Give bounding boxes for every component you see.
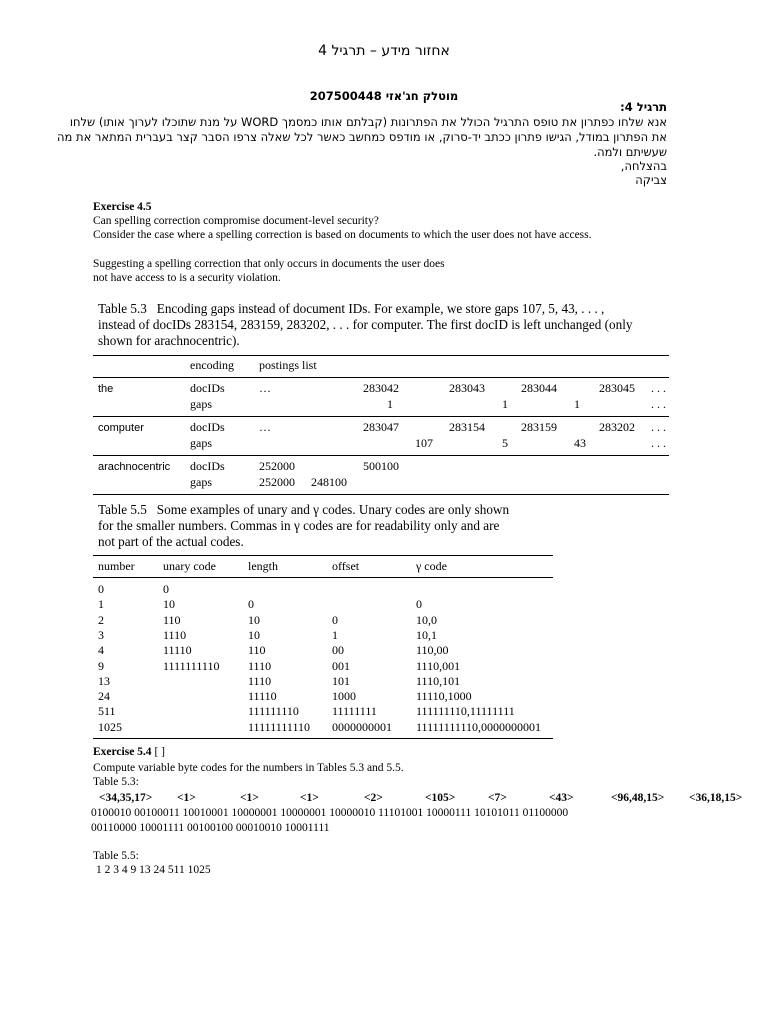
exercise-label: תרגיל 4: xyxy=(620,100,667,114)
table-5-5-caption-line-1 xyxy=(98,502,509,518)
table-5-5-cell: 1110 xyxy=(248,673,272,688)
table-5-5-label: Table 5.5 xyxy=(98,502,147,517)
table-5-5-cell: 13 xyxy=(98,673,110,688)
table-5-5-cell: 0 xyxy=(332,612,338,627)
table-5-5-cell: 111111110 xyxy=(248,704,299,719)
table-5-3-gaps-label: gaps xyxy=(190,436,212,450)
table-5-5-top-rule xyxy=(93,555,553,556)
table-5-5-cell: 1 xyxy=(332,627,338,642)
exercise-4-5-question-2: Consider the case where a spelling correction is based on documents to which the user does not have access. xyxy=(93,229,592,241)
instructions-line-3: שעשיתם ולמה. xyxy=(593,145,667,159)
table-5-5-cell: 111111110,11111111 xyxy=(416,704,515,719)
table-5-5-cell: 1110,101 xyxy=(416,673,461,688)
table-5-5-cell: 001 xyxy=(332,658,350,673)
table-5-3-cell: 1 xyxy=(502,397,508,411)
table-5-3-cell: 5 xyxy=(502,436,508,450)
table-5-3-docids-label: docIDs xyxy=(190,381,225,395)
vb-group: <1> xyxy=(300,792,319,804)
table-5-3-cell: 283044 xyxy=(521,381,557,395)
table-5-3-row-rule xyxy=(93,416,669,417)
table-5-3-cell: 283202 xyxy=(599,420,635,434)
table-5-5-cell: 10 xyxy=(248,627,260,642)
table-5-3-header-encoding: encoding xyxy=(190,358,234,372)
table-5-3-ellipsis: … xyxy=(259,381,271,395)
table-5-3-cell: 283043 xyxy=(449,381,485,395)
table-5-3-cell: 283045 xyxy=(599,381,635,395)
instructions-line-1: אנא שלחו כפתרון את טופס התרגיל הכולל את הפתרונות (קבלתם אותו כמסמך WORD על מנת שתוכלו לערוך אותו) שלחו xyxy=(69,115,667,129)
exercise-4-5-title: Exercise 4.5 xyxy=(93,201,152,213)
vb-group: <96,48,15> xyxy=(611,792,665,804)
table-5-3-caption-line-2: instead of docIDs 283154, 283159, 283202, . . . for computer. The first docID is left unchanged (only xyxy=(98,317,633,332)
table-5-3-cell: . . . xyxy=(651,381,666,395)
table-5-3-cell: 248100 xyxy=(311,475,347,489)
table-5-3-caption-line-1 xyxy=(98,301,678,317)
table-5-3-answer-label: Table 5.3: xyxy=(93,776,139,788)
table-5-5-cell: 1000 xyxy=(332,689,356,704)
vb-group: <7> xyxy=(488,792,507,804)
table-5-3-cell: . . . xyxy=(651,420,666,434)
table-5-5-cell: 9 xyxy=(98,658,104,673)
table-5-5-cell: 11111111110 xyxy=(248,719,310,734)
table-5-5-cell: 11111111110,0000000001 xyxy=(416,719,541,734)
exercise-5-4-question: Compute variable byte codes for the numbers in Tables 5.3 and 5.5. xyxy=(93,762,404,774)
table-5-3-cell: 283047 xyxy=(363,420,399,434)
table-5-5-header-cell: unary code xyxy=(163,559,216,573)
table-5-3-cell: . . . xyxy=(651,397,666,411)
table-5-5-header-cell: γ code xyxy=(416,559,447,573)
table-5-3-cell: 252000 xyxy=(259,459,295,473)
table-5-3-cell: 252000 xyxy=(259,475,295,489)
table-5-3-header-postings: postings list xyxy=(259,358,317,372)
table-5-3-gaps-label: gaps xyxy=(190,475,212,489)
table-5-5-cell: 1111111110 xyxy=(163,658,220,673)
table-5-3-cell: 500100 xyxy=(363,459,399,473)
table-5-5-cell: 4 xyxy=(98,643,104,658)
vb-group: <105> xyxy=(425,792,456,804)
table-5-3-docids-label: docIDs xyxy=(190,459,225,473)
table-5-5-cell: 0000000001 xyxy=(332,719,392,734)
table-5-3-cell: 1 xyxy=(387,397,393,411)
table-5-5-caption-line-2: for the smaller numbers. Commas in γ codes are for readability only and are xyxy=(98,518,500,533)
table-5-3-cell: . . . xyxy=(651,436,666,450)
vb-group: <36,18,15> xyxy=(689,792,743,804)
table-5-3-row-rule xyxy=(93,455,669,456)
table-5-5-cell: 0 xyxy=(416,597,422,612)
table-5-5-cell: 0 xyxy=(248,597,254,612)
table-5-5-answer-label: Table 5.5: xyxy=(93,850,139,862)
vb-bytes-line-1: 0100010 00100011 10010001 10000001 10000001 10000010 11101001 10000111 10101011 01100000 xyxy=(91,807,569,819)
vb-group: <34,35,17> xyxy=(99,792,153,804)
table-5-5-cell: 1110,001 xyxy=(416,658,461,673)
student-name: מוטלק חג'אזי 207500448 xyxy=(309,89,459,103)
vb-bytes-line-2: 00110000 10001111 00100100 00010010 10001111 xyxy=(91,822,330,834)
table-5-3-ellipsis: … xyxy=(259,420,271,434)
exercise-5-4-title: Exercise 5.4 xyxy=(93,746,152,758)
instructions-line-4: בהצלחה, xyxy=(620,159,667,173)
table-5-3-cell: 283042 xyxy=(363,381,399,395)
exercise-4-5-question-1: Can spelling correction compromise document-level security? xyxy=(93,215,379,227)
table-5-5-cell: 00 xyxy=(332,643,344,658)
table-5-3-cell: 1 xyxy=(574,397,580,411)
exercise-5-4-bracket: [ ] xyxy=(154,746,165,758)
table-5-3-top-rule xyxy=(93,355,669,356)
table-5-5-cell: 110,00 xyxy=(416,643,449,658)
vb-group: <1> xyxy=(177,792,196,804)
table-5-5-caption-line-3: not part of the actual codes. xyxy=(98,534,244,549)
table-5-3-header-rule xyxy=(93,377,669,378)
table-5-5-cell: 2 xyxy=(98,612,104,627)
table-5-5-cell: 101 xyxy=(332,673,350,688)
table-5-5-cell: 1110 xyxy=(163,627,187,642)
table-5-3-caption-text-1: Encoding gaps instead of document IDs. For example, we store gaps 107, 5, 43, . . . , xyxy=(156,301,605,316)
table-5-3-cell: 283154 xyxy=(449,420,485,434)
instructions-line-2: את הפתרון במודל, הגישו פתרון ככתב יד-סרוק, או מודפס כמחשב כאשר לכל שאלה צרפו הסבר קצר בעברית המתאר את מה xyxy=(57,130,667,144)
table-5-5-answer-numbers: 1 2 3 4 9 13 24 511 1025 xyxy=(96,864,211,876)
vb-group: <1> xyxy=(240,792,259,804)
table-5-5-header-rule xyxy=(93,577,553,578)
table-5-5-cell: 11110 xyxy=(163,643,192,658)
table-5-5-header-cell: number xyxy=(98,559,135,573)
table-5-3-cell: 283159 xyxy=(521,420,557,434)
table-5-5-cell: 1110 xyxy=(248,658,272,673)
exercise-4-5-answer-2: not have access to is a security violation. xyxy=(93,272,281,284)
table-5-5-header-cell: length xyxy=(248,559,278,573)
table-5-5-cell: 11110 xyxy=(248,689,277,704)
table-5-3-term: the xyxy=(98,383,114,395)
table-5-5-cell: 511 xyxy=(98,704,116,719)
table-5-5-cell: 1025 xyxy=(98,719,122,734)
table-5-5-cell: 10,0 xyxy=(416,612,437,627)
table-5-5-cell: 10 xyxy=(248,612,260,627)
table-5-3-cell: 43 xyxy=(574,436,586,450)
table-5-5-cell: 11110,1000 xyxy=(416,689,472,704)
table-5-5-cell: 110 xyxy=(163,612,181,627)
vb-group: <2> xyxy=(364,792,383,804)
table-5-3-docids-label: docIDs xyxy=(190,420,225,434)
table-5-5-cell: 1 xyxy=(98,597,104,612)
exercise-4-5-answer-1: Suggesting a spelling correction that only occurs in documents the user does xyxy=(93,258,445,270)
table-5-5-cell: 10,1 xyxy=(416,627,437,642)
table-5-5-cell: 24 xyxy=(98,689,110,704)
table-5-5-bottom-rule xyxy=(93,738,553,739)
table-5-5-caption-text-1: Some examples of unary and γ codes. Unary codes are only shown xyxy=(156,502,510,517)
vb-group: <43> xyxy=(549,792,574,804)
table-5-3-bottom-rule xyxy=(93,494,669,495)
page-title: אחזור מידע – תרגיל 4 xyxy=(318,43,450,59)
table-5-5-header-cell: offset xyxy=(332,559,360,573)
table-5-3-term: arachnocentric xyxy=(98,461,171,473)
table-5-3-label: Table 5.3 xyxy=(98,301,147,316)
table-5-5-cell: 11111111 xyxy=(332,704,377,719)
table-5-5-cell: 0 xyxy=(98,582,104,596)
table-5-3-term: computer xyxy=(98,422,144,434)
table-5-5-cell: 0 xyxy=(163,582,169,596)
table-5-3-cell: 107 xyxy=(415,436,433,450)
table-5-5-cell: 10 xyxy=(163,597,175,612)
table-5-3-caption-line-3: shown for arachnocentric). xyxy=(98,333,240,348)
table-5-5-cell: 110 xyxy=(248,643,266,658)
table-5-3-gaps-label: gaps xyxy=(190,397,212,411)
exercise-5-4-title-line xyxy=(93,746,165,760)
instructions-line-5: צביקה xyxy=(635,173,667,187)
table-5-5-cell: 3 xyxy=(98,627,104,642)
